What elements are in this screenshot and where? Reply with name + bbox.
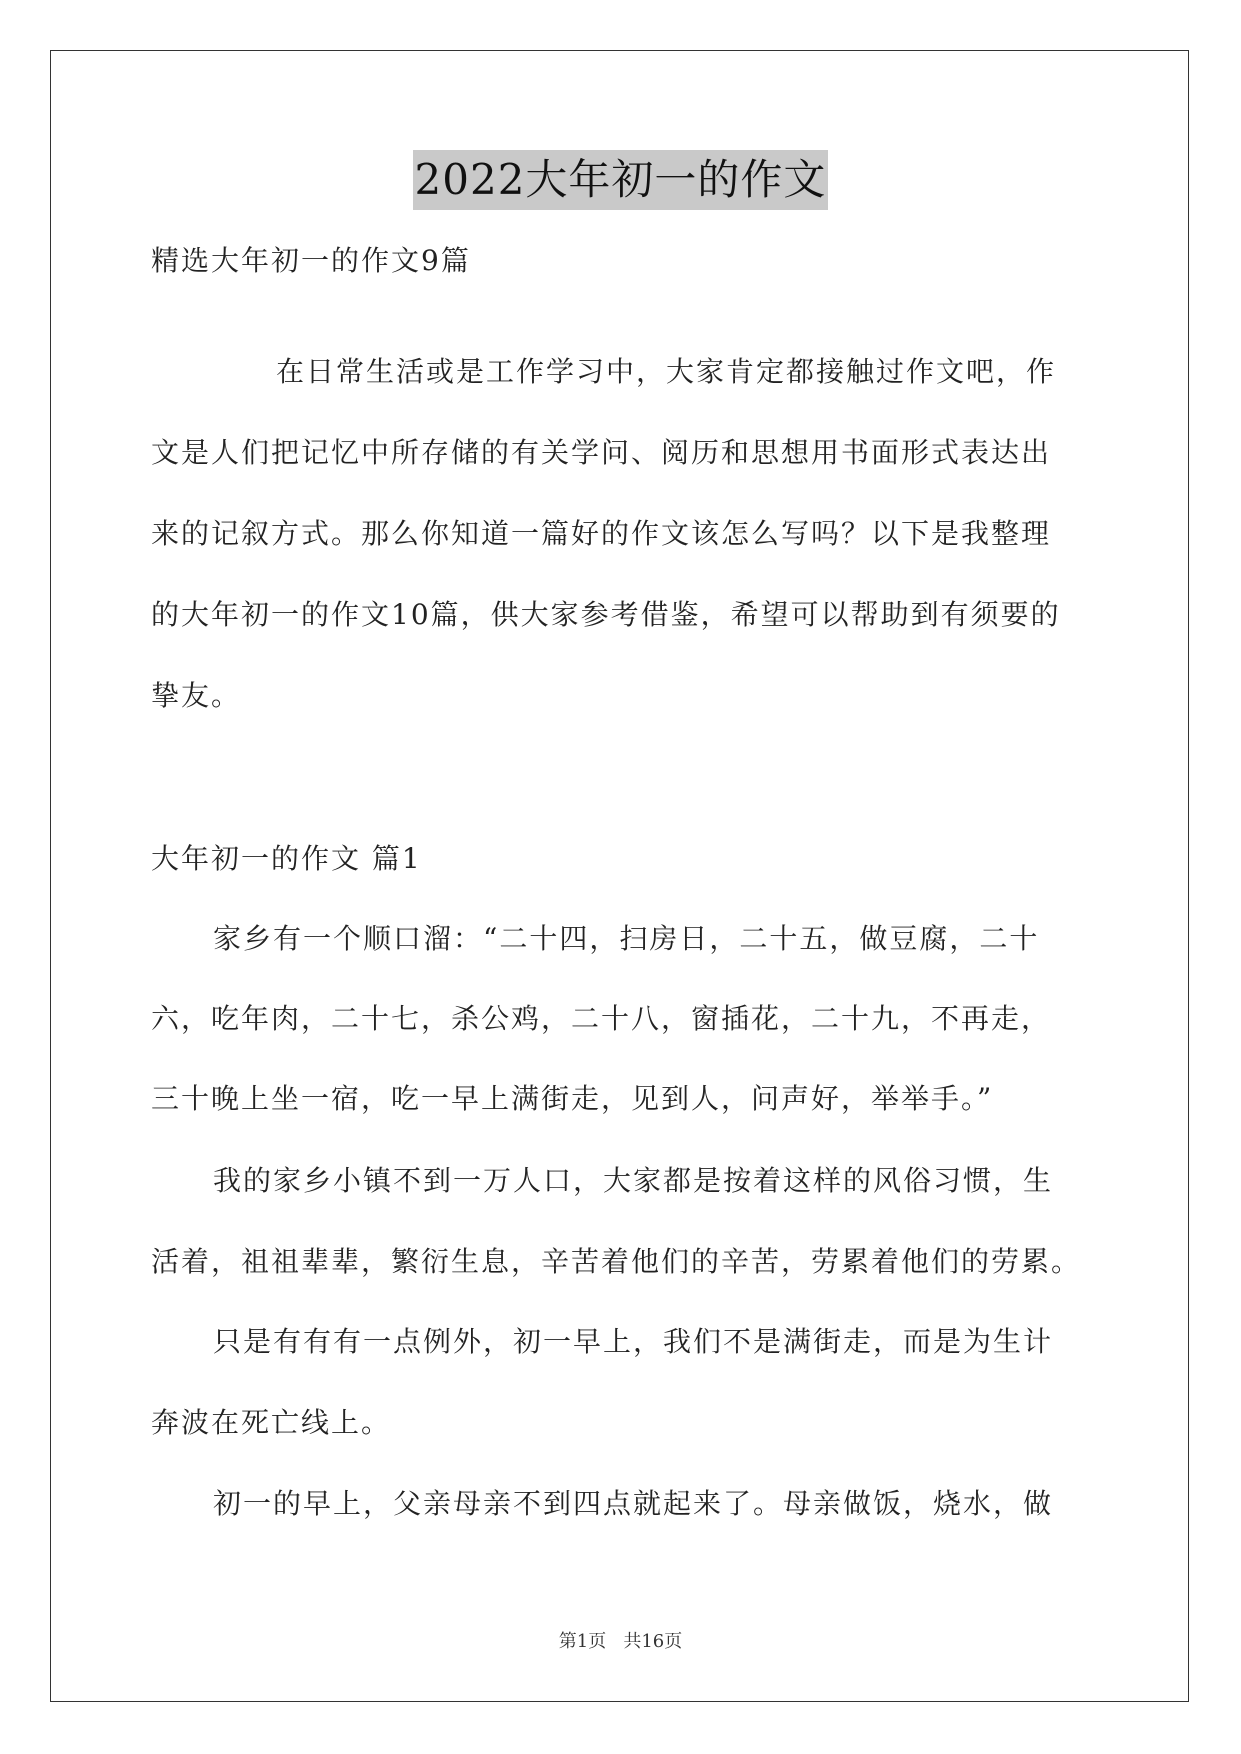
- intro-line-3: 来的记叙方式。那么你知道一篇好的作文该怎么写吗？以下是我整理: [151, 517, 1052, 550]
- body-line-8: 初一的早上，父亲母亲不到四点就起来了。母亲做饭，烧水，做: [213, 1487, 1054, 1520]
- document-subtitle: 精选大年初一的作文9篇: [151, 244, 471, 277]
- footer-total-suffix: 页: [664, 1631, 683, 1652]
- page-frame: [50, 50, 1189, 1702]
- body-line-4: 我的家乡小镇不到一万人口，大家都是按着这样的风俗习惯，生: [213, 1164, 1054, 1197]
- intro-line-1: 在日常生活或是工作学习中，大家肯定都接触过作文吧，作: [276, 355, 1057, 388]
- body-line-2: 六，吃年肉，二十七，杀公鸡，二十八，窗插花，二十九，不再走，: [151, 1002, 1052, 1035]
- intro-line-2: 文是人们把记忆中所存储的有关学问、阅历和思想用书面形式表达出: [151, 436, 1052, 469]
- footer-page-prefix: 第: [558, 1631, 577, 1652]
- footer-total-prefix: 共: [623, 1631, 642, 1652]
- body-line-1: 家乡有一个顺口溜：“二十四，扫房日，二十五，做豆腐，二十: [213, 922, 1040, 955]
- body-line-3: 三十晚上坐一宿，吃一早上满街走，见到人，问声好，举举手。”: [151, 1082, 994, 1115]
- intro-line-4: 的大年初一的作文10篇，供大家参考借鉴，希望可以帮助到有须要的: [151, 598, 1061, 631]
- body-line-6: 只是有有有一点例外，初一早上，我们不是满街走，而是为生计: [213, 1325, 1054, 1358]
- section-heading: 大年初一的作文 篇1: [151, 842, 422, 875]
- page-footer: [0, 1627, 1241, 1653]
- document-title: 2022大年初一的作文: [413, 150, 829, 210]
- footer-page-number: 1: [576, 1631, 589, 1652]
- footer-total-pages: 16: [641, 1631, 665, 1652]
- title-container: [0, 150, 1241, 210]
- body-line-7: 奔波在死亡线上。: [151, 1406, 392, 1439]
- footer-page-suffix: 页: [588, 1631, 607, 1652]
- intro-line-5: 挚友。: [151, 679, 242, 712]
- body-line-5: 活着，祖祖辈辈，繁衍生息，辛苦着他们的辛苦，劳累着他们的劳累。: [151, 1245, 1082, 1278]
